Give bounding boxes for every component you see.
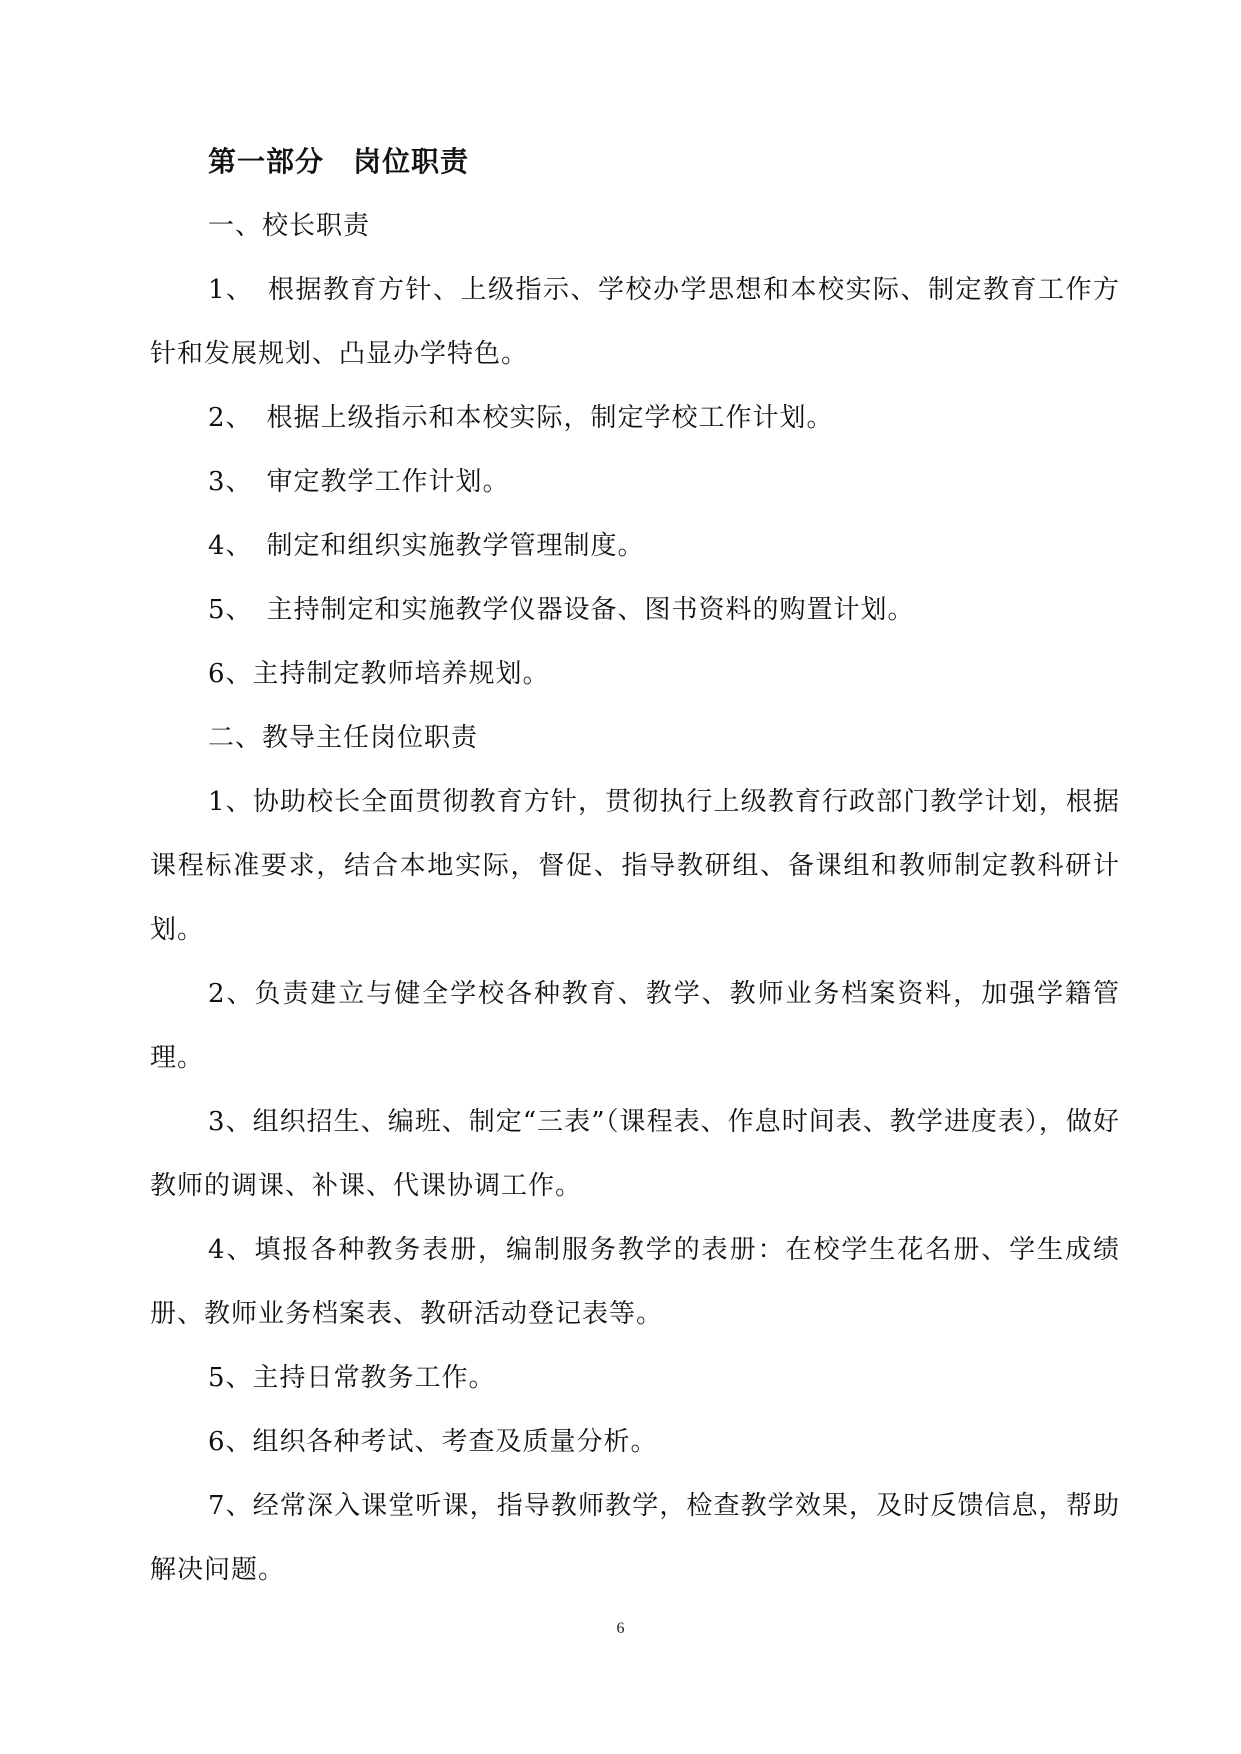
dean-duty-3: 3、组织招生、编班、制定“三表”（课程表、作息时间表、教学进度表），做好教师的调课、补课、代课协调工作。: [150, 1107, 1120, 1201]
principal-duty-3: 3、 审定教学工作计划。: [208, 467, 510, 497]
subsection-title-dean: 二、教导主任岗位职责: [208, 723, 479, 753]
principal-duty-1: 1、 根据教育方针、上级指示、学校办学思想和本校实际、制定教育工作方针和发展规划、凸显办学特色。: [150, 275, 1120, 369]
dean-duty-5: 5、主持日常教务工作。: [208, 1363, 496, 1393]
dean-duty-1: 1、协助校长全面贯彻教育方针，贯彻执行上级教育行政部门教学计划，根据课程标准要求，结合本地实际，督促、指导教研组、备课组和教师制定教科研计划。: [150, 787, 1120, 945]
section-heading: 第一部分 岗位职责: [208, 145, 470, 178]
dean-duty-2: 2、负责建立与健全学校各种教育、教学、教师业务档案资料，加强学籍管理。: [150, 979, 1120, 1073]
principal-duty-5: 5、 主持制定和实施教学仪器设备、图书资料的购置计划。: [208, 595, 915, 625]
dean-duty-7: 7、经常深入课堂听课，指导教师教学，检查教学效果，及时反馈信息，帮助解决问题。: [150, 1491, 1120, 1585]
principal-duty-2: 2、 根据上级指示和本校实际，制定学校工作计划。: [208, 403, 834, 433]
dean-duty-4: 4、填报各种教务表册，编制服务教学的表册：在校学生花名册、学生成绩册、教师业务档案表、教研活动登记表等。: [150, 1235, 1120, 1329]
principal-duty-4: 4、 制定和组织实施教学管理制度。: [208, 531, 645, 561]
page-number: 6: [616, 1620, 625, 1637]
principal-duty-6: 6、主持制定教师培养规划。: [208, 659, 550, 689]
subsection-title-principal: 一、校长职责: [208, 211, 371, 241]
document-body: [150, 130, 1120, 1602]
dean-duty-6: 6、组织各种考试、考查及质量分析。: [208, 1427, 658, 1457]
